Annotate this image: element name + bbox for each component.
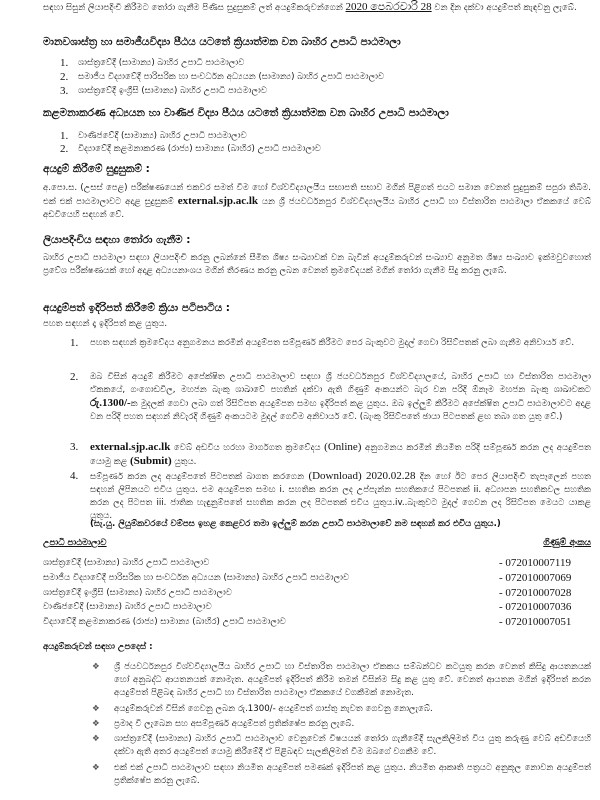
procedure-step: 2. ඔබ විසින් අයදුම් කිරීමට අපේක්ෂිත උපාධි පාඨමාලාව සඳහා ශ්‍රී ජයවර්ධනපුර විශ්වවිද්‍යාලයේ, බාහිර උපාධි හා විස්තාරිත පාඨමාලා ඒකකයේ, ගංගොඩවිල, මහජන බැංකු ශාඛාවේ පහතින් දක්වා ඇති ගිණුම් අංකයන්ට බැර වන පරිදි ඕනෑම මහජන බැංකු ශාඛාවකට රු.1300/-ක මුදලක් ගෙවා ලබා ගත් රිසිට්පත අයදුම්පත සමඟ ඉදිරිපත් කළ යුතුය. ඔබ ඉල්ලුම් කිරීමට අපේක්ෂිත උපාධි පාඨමාලාවට අදාළ වන පරිදි පහත සඳහන් නිවැරදි ගිණුම් අංකයටම මුදල් ගෙවීම අනිවාර්ය වේ. (බැංකු රිසිට්පතේ ඡායා පිටපතක් ළඟ තබා ගත යුතු වේ.)	[70, 371, 591, 422]
advice-item: ❖ ප්‍රමාද වී ලැබෙන සහ අසම්පූර්ණ අයදුම්පත් ප්‍රතික්ෂේප කරනු ලැබේ.	[92, 719, 355, 729]
selection-heading: ලියාපදිංචිය සඳහා තෝරා ගැනීම :	[43, 234, 191, 246]
website-link[interactable]: external.sjp.ac.lk	[90, 441, 171, 453]
website-link[interactable]: external.sjp.ac.lk	[177, 195, 259, 207]
list-item: 3. ශාස්ත්‍රවේදී ඉංග්‍රීසි (සාමාන්‍ය) බාහිර උපාධි පාඨමාලාව	[60, 85, 268, 97]
selection-paragraph: බාහිර උපාධි පාඨමාලා සඳහා ලියාපදිංචි කරනු ලබන්නේ සීමිත ශිෂ්‍ය සංඛ්‍යාවක් වන බැවින් අයදුම්කරුවන් සංඛ්‍යාව අනුමත ශිෂ්‍ය සංඛ්‍යාව ඉක්මවුවහොත් ප්‍රවේශ පරීක්ෂණයක් හෝ අදාළ අධ්‍යයනාංශය මගින් තීරණය කරනු ලබන වෙනත් ක්‍රමවේදයක් මගින් තෝරා ගැනීම සිදු කරනු ලැබේ.	[43, 253, 591, 276]
qualifications-heading: අයදුම් කිරීමේ සුදුසුකම් :	[43, 163, 150, 175]
management-heading: කළමනාකරණ අධ්‍යයන හා වාණිජ විද්‍යා පීඨය යටතේ ක්‍රියාත්මක වන බාහිර උපාධි පාඨමාලා	[43, 107, 449, 119]
bullet-icon: ❖	[92, 719, 100, 729]
deadline: 2020 පෙබරවාරි 28	[345, 1, 432, 13]
table-row: විද්‍යාවේදී කළමනාකරණ (රාජ්‍ය) සාමාන්‍ය (බාහිර) උපාධි පාඨමාලාව - 072010007051	[43, 616, 572, 628]
accounts-header	[43, 537, 591, 552]
table-row: ශාස්ත්‍රවේදී ඉංග්‍රීසි (සාමාන්‍ය) බාහිර උපාධි පාඨමාලාව - 072010007028	[43, 587, 572, 599]
bullet-icon: ❖	[92, 763, 100, 773]
advice-item: ❖ ශාස්ත්‍රවේදී (සාමාන්‍ය) බාහිර උපාධි පාඨමාලාව වෙනුවෙන් විෂයයන් තෝරා ගැනීමේදී සැලකිලිමත් විය යුතු කරුණු වෙබ් අඩවියෙහි දක්වා ඇති අතර අයදුම්පත් යොමු කිරීමේදී ඒ පිළිබඳව සැලකිලිමත් වීම ඔබගේ වගකීම වේ.	[92, 734, 591, 757]
humanities-heading: මානවශාස්ත්‍ර හා සමාජීයවිද්‍යා පීඨය යටතේ ක්‍රියාත්මක වන බාහිර උපාධි පාඨමාලා	[43, 36, 401, 48]
procedure-heading: අයදුම්පත් ඉදිරිපත් කිරීමේ ක්‍රියා පටිපාටිය :	[43, 302, 230, 314]
procedure-step: 1. පහත සඳහන් ක්‍රමවේදය අනුගමනය කරමින් අයදුම්පත සම්පූර්ණ කිරීමට පෙර බැංකුවට මුදල් ගෙවා රිසිට්පතක් ලබා ගැනීම අනිවාර්ය වේ.	[70, 337, 575, 349]
table-row: වාණිජවේදී (සාමාන්‍ය) බාහිර උපාධි පාඨමාලාව - 072010007036	[43, 601, 572, 613]
table-row: සමාජීය විද්‍යාවේදී පාරිසරික හා සංවර්ධන අධ්‍යයන (සාමාන්‍ය) බාහිර උපාධි පාඨමාලාව - 072010007069	[43, 572, 572, 584]
course-column-header: උපාධි පාඨමාලාව	[43, 538, 107, 548]
advice-heading: අයදුම්කරුවන් සඳහා උපදෙස් :	[43, 642, 153, 652]
bullet-icon: ❖	[92, 704, 100, 714]
bullet-icon: ❖	[92, 662, 100, 672]
procedure-step: 3. external.sjp.ac.lk වෙබ් අඩවිය හරහා මාර්ගගත ක්‍රමවේදය (Online) අනුගමනය කරමින් නියමිත පරිදි සම්පූර්ණ කරන ලද අයදුම්පත යොමු කළ (Submit) යුතුය.	[70, 441, 592, 467]
procedure-subtitle: පහත සඳහන් දෑ ඉදිරිපත් කළ යුතුය.	[43, 319, 168, 329]
list-item: 1. වාණිජවේදී (සාමාන්‍ය) බාහිර උපාධි පාඨමාලාව	[60, 130, 247, 142]
account-column-header: ගිණුම් අංකය	[543, 538, 591, 548]
procedure-step: 4. සම්පූර්ණ කරන ලද අයදුම්පතේ පිටපතක් බාගත කරගෙන (Download) 2020.02.28 දින හෝ ඊට පෙර ලියාපදිංචි තැපෑලෙන් පහත සඳහන් ලිපිනයට එවිය යුතුය. එම අයදුම්පත සමඟ i. සහතික කරන ලද උප්පැන්න සහතිකයේ පිටපතක් ii. අධ්‍යාපන සහතිකවල සහතික කරන ලද පිටපත iii. ජාතික හැඳුනුම්පතේ සහතික කරන ලද පිටපතක් එවිය යුතුය.iv..බැංකුවට මුදල් ගෙවන ලද රිසිට්පත මෙයට යාකළ යුතුය.	[70, 470, 591, 521]
table-row: ශාස්ත්‍රවේදී (සාමාන්‍ය) බාහිර උපාධි පාඨමාලාව - 072010007119	[43, 557, 572, 569]
intro-paragraph: සඳහා සිසුන් ලියාපදිංචි කිරීමට තෝරා ගැනීම පිණිස සුදුසුකම් ලත් අයදුම්කරුවන්ගෙන් 2020 පෙබරවාරි 28 වන දින දක්වා අයදුම්පත් කැඳවනු ලැබේ.	[43, 1, 577, 13]
advice-item: ❖ එක් එක් උපාධි පාඨමාලාව සඳහා නියමිත අයදුම්පත් පමණක් ඉදිරිපත් කළ යුතුය. නියමිත ආකෘති පත්‍රයට අනුකූල නොවන අයදුම්පත් ප්‍රතික්ෂේප කරනු ලැබේ.	[92, 763, 591, 786]
advice-item: ❖ අයදුම්කරුවන් විසින් ගෙවනු ලබන රු.1300/- අයදුම්පත් ගාස්තු නැවත ගෙවනු නොලැබේ.	[92, 704, 433, 714]
procedure-note: (සැ.යු. ලියුම්කවරයේ වම්පස ඉහළ කෙළවර තමා ඉල්ලුම් කරන උපාධි පාඨමාලාවේ නම සඳහන් කර එවිය යුතුය.)	[90, 519, 501, 529]
list-item: 2. විද්‍යාවේදී කළමනාකරණ (රාජ්‍ය) සාමාන්‍ය (බාහිර) උපාධි පාඨමාලාව	[60, 143, 321, 155]
list-item: 1. ශාස්ත්‍රවේදී (සාමාන්‍ය) බාහිර උපාධි පාඨමාලාව	[60, 57, 245, 69]
advice-item: ❖ ශ්‍රී ජයවර්ධනපුර විශ්වවිද්‍යාලයීය බාහිර උපාධි හා විස්තාරිත පාඨමාලා ඒකකය සම්බන්ධව කටයුතු කරන වෙනත් කිසිදු ආයතනයක් හෝ අනුබද්ධ ආයතනයක් නොමැත. අයදුම්පත් ඉදිරිපත් කිරීම තමන් විසින්ම සිදු කළ යුතු වේ. වෙනත් ආයතන මගින් ඉදිරිපත් කරන අයදුම්පත් පිළිබඳ බාහිර උපාධි හා විස්තාරිත පාඨමාලා ඒකකයේ වගකීමක් නොමැත.	[92, 662, 591, 698]
qualifications-paragraph: අ.පො.ස. (උසස් පෙළ) පරීක්ෂණයෙන් එකවර සමත් වීම හෝ විශ්වවිද්‍යාලයීය සභාපති සභාව මගින් පිළිගත් එයට සමාන වෙනත් සුදුසුකම් සපුරා තිබීම. එක් එක් පාඨමාලාවට අදාළ සුදුසුකම් external.sjp.ac.lk යන ශ්‍රී ජයවර්ධනපුර විශ්වවිද්‍යාලයීය බාහිර උපාධි හා විස්තාරිත පාඨමාලා ඒකකයේ වෙබ් අඩවියෙහි සඳහන් වේ.	[43, 183, 591, 220]
bullet-icon: ❖	[92, 734, 100, 744]
list-item: 2. සමාජීය විද්‍යාවේදී පාරිසරික හා සංවර්ධන අධ්‍යයන (සාමාන්‍ය) බාහිර උපාධි පාඨමාලාව	[60, 71, 385, 83]
